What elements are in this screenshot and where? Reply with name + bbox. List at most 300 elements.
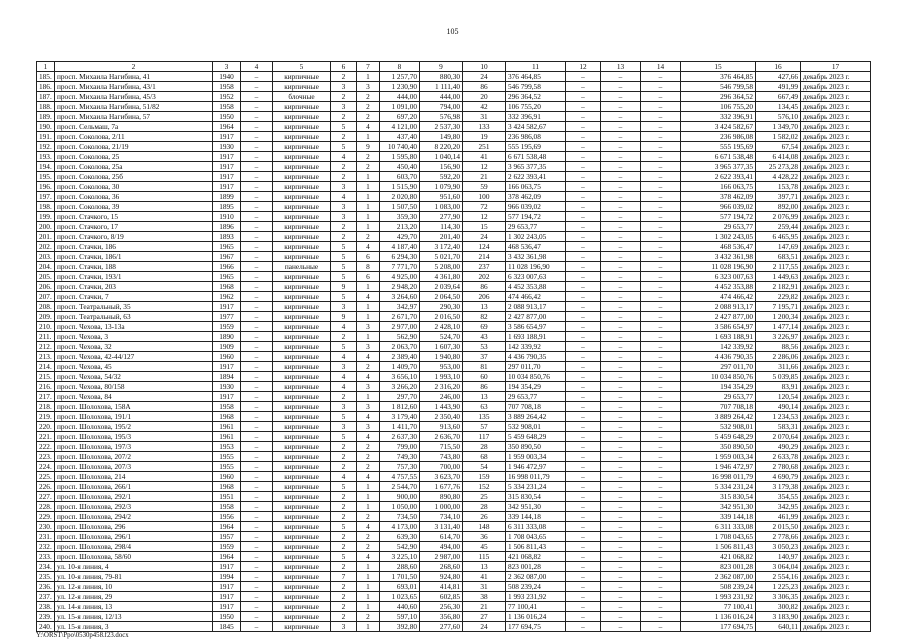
value-cell-14: – — [641, 162, 681, 172]
year-cell: 1960 — [213, 472, 241, 482]
value-cell-12: – — [566, 72, 601, 82]
table-row — [37, 592, 871, 602]
value-cell-11: 29 653,77 — [506, 392, 566, 402]
value-cell-14: – — [641, 402, 681, 412]
value-cell-7: 4 — [357, 432, 380, 442]
value-cell-4: – — [241, 552, 273, 562]
value-cell-9: 1 079,90 — [420, 182, 463, 192]
value-cell-9: 1 443,90 — [420, 402, 463, 412]
date-cell: декабрь 2023 г. — [801, 252, 871, 262]
value-cell-15: 966 039,02 — [681, 202, 756, 212]
value-cell-13: – — [601, 552, 641, 562]
value-cell-15: 166 063,75 — [681, 182, 756, 192]
value-cell-9: 614,70 — [420, 532, 463, 542]
value-cell-7: 3 — [357, 422, 380, 432]
value-cell-9: 602,85 — [420, 592, 463, 602]
value-cell-9: 734,10 — [420, 512, 463, 522]
value-cell-6: 5 — [331, 292, 357, 302]
value-cell-16: 25 273,28 — [756, 162, 801, 172]
value-cell-13: – — [601, 132, 641, 142]
value-cell-12: – — [566, 322, 601, 332]
value-cell-11: 1 136 016,24 — [506, 612, 566, 622]
value-cell-7: 1 — [357, 132, 380, 142]
year-cell: 1958 — [213, 102, 241, 112]
value-cell-9: 290,30 — [420, 302, 463, 312]
value-cell-4: – — [241, 372, 273, 382]
row-number-cell: 201. — [37, 232, 55, 242]
table-row — [37, 472, 871, 482]
value-cell-12: – — [566, 422, 601, 432]
value-cell-4: – — [241, 382, 273, 392]
value-cell-11: 3 965 377,35 — [506, 162, 566, 172]
wall-material-cell: кирпичные — [273, 152, 331, 162]
value-cell-6: 3 — [331, 402, 357, 412]
value-cell-9: 4 361,80 — [420, 272, 463, 282]
value-cell-14: – — [641, 392, 681, 402]
value-cell-4: – — [241, 92, 273, 102]
table-row — [37, 132, 871, 142]
value-cell-15: 5 334 231,24 — [681, 482, 756, 492]
value-cell-13: – — [601, 282, 641, 292]
value-cell-14: – — [641, 142, 681, 152]
value-cell-10: 24 — [463, 72, 506, 82]
table-row — [37, 262, 871, 272]
value-cell-12: – — [566, 542, 601, 552]
row-number-cell: 237. — [37, 592, 55, 602]
value-cell-7: 2 — [357, 162, 380, 172]
address-cell: просп. Михаила Нагибина, 45/3 — [55, 92, 213, 102]
table-row — [37, 302, 871, 312]
value-cell-15: 3 432 361,98 — [681, 252, 756, 262]
table-row — [37, 352, 871, 362]
wall-material-cell: кирпичные — [273, 252, 331, 262]
value-cell-4: – — [241, 122, 273, 132]
date-cell: декабрь 2023 г. — [801, 382, 871, 392]
wall-material-cell: кирпичные — [273, 402, 331, 412]
value-cell-11: 3 586 654,97 — [506, 322, 566, 332]
value-cell-12: – — [566, 392, 601, 402]
value-cell-11: 5 459 648,29 — [506, 432, 566, 442]
year-cell: 1956 — [213, 512, 241, 522]
value-cell-7: 1 — [357, 562, 380, 572]
value-cell-16: 2 117,55 — [756, 262, 801, 272]
value-cell-4: – — [241, 312, 273, 322]
year-cell: 1917 — [213, 392, 241, 402]
date-cell: декабрь 2023 г. — [801, 542, 871, 552]
row-number-cell: 227. — [37, 492, 55, 502]
value-cell-12: – — [566, 152, 601, 162]
date-cell: декабрь 2023 г. — [801, 312, 871, 322]
value-cell-7: 1 — [357, 282, 380, 292]
value-cell-10: 13 — [463, 302, 506, 312]
value-cell-14: – — [641, 202, 681, 212]
value-cell-11: 2 622 393,41 — [506, 172, 566, 182]
value-cell-4: – — [241, 162, 273, 172]
value-cell-6: 2 — [331, 72, 357, 82]
value-cell-8: 3 264,60 — [380, 292, 420, 302]
value-cell-13: – — [601, 142, 641, 152]
value-cell-13: – — [601, 572, 641, 582]
value-cell-8: 542,90 — [380, 542, 420, 552]
value-cell-8: 7 771,70 — [380, 262, 420, 272]
table-row — [37, 142, 871, 152]
value-cell-10: 148 — [463, 522, 506, 532]
value-cell-16: 1 200,34 — [756, 312, 801, 322]
address-cell: просп. Стачкого, 8/19 — [55, 232, 213, 242]
value-cell-15: 1 693 188,91 — [681, 332, 756, 342]
value-cell-7: 2 — [357, 452, 380, 462]
value-cell-4: – — [241, 352, 273, 362]
address-cell: просп. Соколова, 30 — [55, 182, 213, 192]
value-cell-12: – — [566, 402, 601, 412]
table-row — [37, 522, 871, 532]
value-cell-9: 494,00 — [420, 542, 463, 552]
date-cell: декабрь 2023 г. — [801, 402, 871, 412]
value-cell-12: – — [566, 302, 601, 312]
wall-material-cell: кирпичные — [273, 162, 331, 172]
value-cell-9: 2 316,20 — [420, 382, 463, 392]
value-cell-13: – — [601, 402, 641, 412]
wall-material-cell: кирпичные — [273, 602, 331, 612]
value-cell-4: – — [241, 152, 273, 162]
value-cell-12: – — [566, 122, 601, 132]
value-cell-14: – — [641, 372, 681, 382]
value-cell-16: 1 449,63 — [756, 272, 801, 282]
value-cell-13: – — [601, 92, 641, 102]
value-cell-13: – — [601, 162, 641, 172]
date-cell: декабрь 2023 г. — [801, 242, 871, 252]
value-cell-6: 3 — [331, 622, 357, 632]
value-cell-6: 4 — [331, 382, 357, 392]
address-cell: просп. Шолохова, 158А — [55, 402, 213, 412]
value-cell-9: 2 039,64 — [420, 282, 463, 292]
value-cell-7: 4 — [357, 412, 380, 422]
value-cell-9: 277,90 — [420, 212, 463, 222]
address-cell: просп. Шолохова, 292/1 — [55, 492, 213, 502]
value-cell-10: 251 — [463, 142, 506, 152]
value-cell-10: 82 — [463, 312, 506, 322]
value-cell-4: – — [241, 112, 273, 122]
wall-material-cell: кирпичные — [273, 442, 331, 452]
value-cell-15: 29 653,77 — [681, 222, 756, 232]
year-cell: 1917 — [213, 162, 241, 172]
value-cell-8: 2 977,00 — [380, 322, 420, 332]
year-cell: 1959 — [213, 322, 241, 332]
wall-material-cell: кирпичные — [273, 132, 331, 142]
value-cell-15: 194 354,29 — [681, 382, 756, 392]
year-cell: 1964 — [213, 552, 241, 562]
date-cell: декабрь 2023 г. — [801, 392, 871, 402]
buildings-table — [36, 61, 871, 632]
row-number-cell: 202. — [37, 242, 55, 252]
value-cell-11: 3 432 361,98 — [506, 252, 566, 262]
value-cell-7: 3 — [357, 82, 380, 92]
table-row — [37, 312, 871, 322]
value-cell-9: 1 993,10 — [420, 372, 463, 382]
column-number-header: 8 — [380, 62, 420, 72]
value-cell-12: – — [566, 622, 601, 632]
row-number-cell: 211. — [37, 332, 55, 342]
value-cell-10: 135 — [463, 412, 506, 422]
value-cell-6: 2 — [331, 612, 357, 622]
value-cell-13: – — [601, 542, 641, 552]
value-cell-7: 1 — [357, 302, 380, 312]
value-cell-13: – — [601, 172, 641, 182]
value-cell-15: 3 965 377,35 — [681, 162, 756, 172]
table-row — [37, 232, 871, 242]
value-cell-4: – — [241, 252, 273, 262]
date-cell: декабрь 2023 г. — [801, 552, 871, 562]
date-cell: декабрь 2023 г. — [801, 322, 871, 332]
wall-material-cell: кирпичные — [273, 472, 331, 482]
value-cell-16: 491,99 — [756, 82, 801, 92]
year-cell: 1896 — [213, 222, 241, 232]
value-cell-7: 1 — [357, 192, 380, 202]
date-cell: декабрь 2023 г. — [801, 602, 871, 612]
address-cell: просп. Шолохова, 197/3 — [55, 442, 213, 452]
wall-material-cell: кирпичные — [273, 192, 331, 202]
value-cell-9: 924,80 — [420, 572, 463, 582]
value-cell-14: – — [641, 262, 681, 272]
value-cell-12: – — [566, 522, 601, 532]
value-cell-15: 315 830,54 — [681, 492, 756, 502]
value-cell-4: – — [241, 542, 273, 552]
value-cell-9: 592,20 — [420, 172, 463, 182]
value-cell-7: 2 — [357, 542, 380, 552]
row-number-cell: 223. — [37, 452, 55, 462]
value-cell-16: 2 182,91 — [756, 282, 801, 292]
value-cell-4: – — [241, 532, 273, 542]
value-cell-14: – — [641, 72, 681, 82]
value-cell-11: 468 536,47 — [506, 242, 566, 252]
row-number-cell: 225. — [37, 472, 55, 482]
value-cell-13: – — [601, 222, 641, 232]
value-cell-12: – — [566, 92, 601, 102]
value-cell-11: 376 464,85 — [506, 72, 566, 82]
value-cell-12: – — [566, 282, 601, 292]
value-cell-11: 2 362 087,00 — [506, 572, 566, 582]
value-cell-10: 21 — [463, 602, 506, 612]
value-cell-12: – — [566, 602, 601, 612]
value-cell-16: 461,99 — [756, 512, 801, 522]
year-cell: 1909 — [213, 342, 241, 352]
value-cell-8: 444,00 — [380, 92, 420, 102]
value-cell-7: 4 — [357, 372, 380, 382]
value-cell-16: 3 179,38 — [756, 482, 801, 492]
value-cell-10: 57 — [463, 422, 506, 432]
value-cell-10: 21 — [463, 172, 506, 182]
date-cell: декабрь 2023 г. — [801, 462, 871, 472]
value-cell-12: – — [566, 192, 601, 202]
value-cell-16: 229,82 — [756, 292, 801, 302]
date-cell: декабрь 2023 г. — [801, 282, 871, 292]
date-cell: декабрь 2023 г. — [801, 332, 871, 342]
value-cell-15: 532 908,01 — [681, 422, 756, 432]
value-cell-14: – — [641, 272, 681, 282]
value-cell-13: – — [601, 522, 641, 532]
value-cell-7: 3 — [357, 342, 380, 352]
value-cell-9: 880,30 — [420, 72, 463, 82]
value-cell-15: 4 452 353,88 — [681, 282, 756, 292]
wall-material-cell: кирпичные — [273, 82, 331, 92]
value-cell-10: 117 — [463, 432, 506, 442]
row-number-cell: 197. — [37, 192, 55, 202]
row-number-cell: 215. — [37, 372, 55, 382]
year-cell: 1958 — [213, 502, 241, 512]
wall-material-cell: кирпичные — [273, 232, 331, 242]
value-cell-8: 639,30 — [380, 532, 420, 542]
wall-material-cell: кирпичные — [273, 432, 331, 442]
value-cell-8: 1 409,70 — [380, 362, 420, 372]
value-cell-11: 3 424 582,67 — [506, 122, 566, 132]
year-cell: 1917 — [213, 302, 241, 312]
value-cell-15: 3 424 582,67 — [681, 122, 756, 132]
wall-material-cell: блочные — [273, 92, 331, 102]
value-cell-8: 734,50 — [380, 512, 420, 522]
value-cell-12: – — [566, 262, 601, 272]
year-cell: 1955 — [213, 452, 241, 462]
value-cell-14: – — [641, 552, 681, 562]
date-cell: декабрь 2023 г. — [801, 352, 871, 362]
value-cell-4: – — [241, 342, 273, 352]
value-cell-11: 532 908,01 — [506, 422, 566, 432]
value-cell-4: – — [241, 492, 273, 502]
wall-material-cell: кирпичные — [273, 412, 331, 422]
value-cell-9: 356,80 — [420, 612, 463, 622]
value-cell-13: – — [601, 492, 641, 502]
year-cell: 1959 — [213, 542, 241, 552]
value-cell-12: – — [566, 252, 601, 262]
value-cell-14: – — [641, 122, 681, 132]
value-cell-8: 2 671,70 — [380, 312, 420, 322]
address-cell: просп. Сельмаш, 7а — [55, 122, 213, 132]
date-cell: декабрь 2023 г. — [801, 232, 871, 242]
value-cell-4: – — [241, 332, 273, 342]
date-cell: декабрь 2023 г. — [801, 172, 871, 182]
value-cell-10: 202 — [463, 272, 506, 282]
value-cell-4: – — [241, 462, 273, 472]
address-cell: просп. Стачки, 188 — [55, 262, 213, 272]
value-cell-13: – — [601, 382, 641, 392]
value-cell-7: 6 — [357, 272, 380, 282]
value-cell-7: 1 — [357, 502, 380, 512]
value-cell-12: – — [566, 432, 601, 442]
value-cell-8: 429,70 — [380, 232, 420, 242]
value-cell-9: 246,00 — [420, 392, 463, 402]
value-cell-4: – — [241, 132, 273, 142]
value-cell-14: – — [641, 432, 681, 442]
date-cell: декабрь 2023 г. — [801, 562, 871, 572]
value-cell-12: – — [566, 242, 601, 252]
year-cell: 1910 — [213, 212, 241, 222]
column-number-header: 10 — [463, 62, 506, 72]
table-row — [37, 282, 871, 292]
value-cell-10: 72 — [463, 202, 506, 212]
year-cell: 1917 — [213, 152, 241, 162]
value-cell-11: 508 239,24 — [506, 582, 566, 592]
table-row — [37, 582, 871, 592]
value-cell-7: 4 — [357, 122, 380, 132]
wall-material-cell: кирпичные — [273, 352, 331, 362]
row-number-cell: 189. — [37, 112, 55, 122]
column-number-header: 16 — [756, 62, 801, 72]
value-cell-9: 700,00 — [420, 462, 463, 472]
value-cell-10: 152 — [463, 482, 506, 492]
value-cell-7: 4 — [357, 552, 380, 562]
value-cell-8: 1 023,65 — [380, 592, 420, 602]
table-row — [37, 162, 871, 172]
value-cell-9: 715,50 — [420, 442, 463, 452]
value-cell-8: 4 925,00 — [380, 272, 420, 282]
value-cell-13: – — [601, 292, 641, 302]
value-cell-7: 4 — [357, 292, 380, 302]
value-cell-16: 7 195,71 — [756, 302, 801, 312]
value-cell-10: 31 — [463, 112, 506, 122]
value-cell-14: – — [641, 102, 681, 112]
value-cell-12: – — [566, 512, 601, 522]
value-cell-9: 114,30 — [420, 222, 463, 232]
year-cell: 1955 — [213, 462, 241, 472]
value-cell-6: 5 — [331, 482, 357, 492]
value-cell-16: 342,95 — [756, 502, 801, 512]
value-cell-8: 1 230,90 — [380, 82, 420, 92]
value-cell-7: 1 — [357, 622, 380, 632]
date-cell: декабрь 2023 г. — [801, 302, 871, 312]
row-number-cell: 186. — [37, 82, 55, 92]
row-number-cell: 231. — [37, 532, 55, 542]
date-cell: декабрь 2023 г. — [801, 152, 871, 162]
table-row — [37, 182, 871, 192]
address-cell: просп. Шолохова, 296 — [55, 522, 213, 532]
value-cell-12: – — [566, 222, 601, 232]
value-cell-12: – — [566, 562, 601, 572]
wall-material-cell: кирпичные — [273, 452, 331, 462]
value-cell-13: – — [601, 502, 641, 512]
value-cell-8: 900,00 — [380, 492, 420, 502]
row-number-cell: 205. — [37, 272, 55, 282]
wall-material-cell: кирпичные — [273, 342, 331, 352]
address-cell: просп. Театральный, 35 — [55, 302, 213, 312]
year-cell: 1940 — [213, 72, 241, 82]
value-cell-6: 2 — [331, 332, 357, 342]
row-number-cell: 194. — [37, 162, 55, 172]
value-cell-4: – — [241, 522, 273, 532]
value-cell-14: – — [641, 512, 681, 522]
value-cell-11: 11 028 196,90 — [506, 262, 566, 272]
value-cell-16: 1 225,23 — [756, 582, 801, 592]
value-cell-4: – — [241, 402, 273, 412]
row-number-cell: 192. — [37, 142, 55, 152]
value-cell-13: – — [601, 312, 641, 322]
value-cell-13: – — [601, 602, 641, 612]
value-cell-14: – — [641, 212, 681, 222]
value-cell-8: 10 740,40 — [380, 142, 420, 152]
value-cell-11: 4 436 790,35 — [506, 352, 566, 362]
value-cell-10: 115 — [463, 552, 506, 562]
value-cell-6: 2 — [331, 132, 357, 142]
wall-material-cell: кирпичные — [273, 492, 331, 502]
value-cell-14: – — [641, 92, 681, 102]
wall-material-cell: кирпичные — [273, 502, 331, 512]
address-cell: просп. Шолохова, 58/60 — [55, 552, 213, 562]
value-cell-7: 2 — [357, 362, 380, 372]
year-cell: 1953 — [213, 442, 241, 452]
value-cell-16: 583,31 — [756, 422, 801, 432]
value-cell-6: 2 — [331, 542, 357, 552]
value-cell-15: 1 708 043,65 — [681, 532, 756, 542]
value-cell-4: – — [241, 212, 273, 222]
value-cell-13: – — [601, 472, 641, 482]
